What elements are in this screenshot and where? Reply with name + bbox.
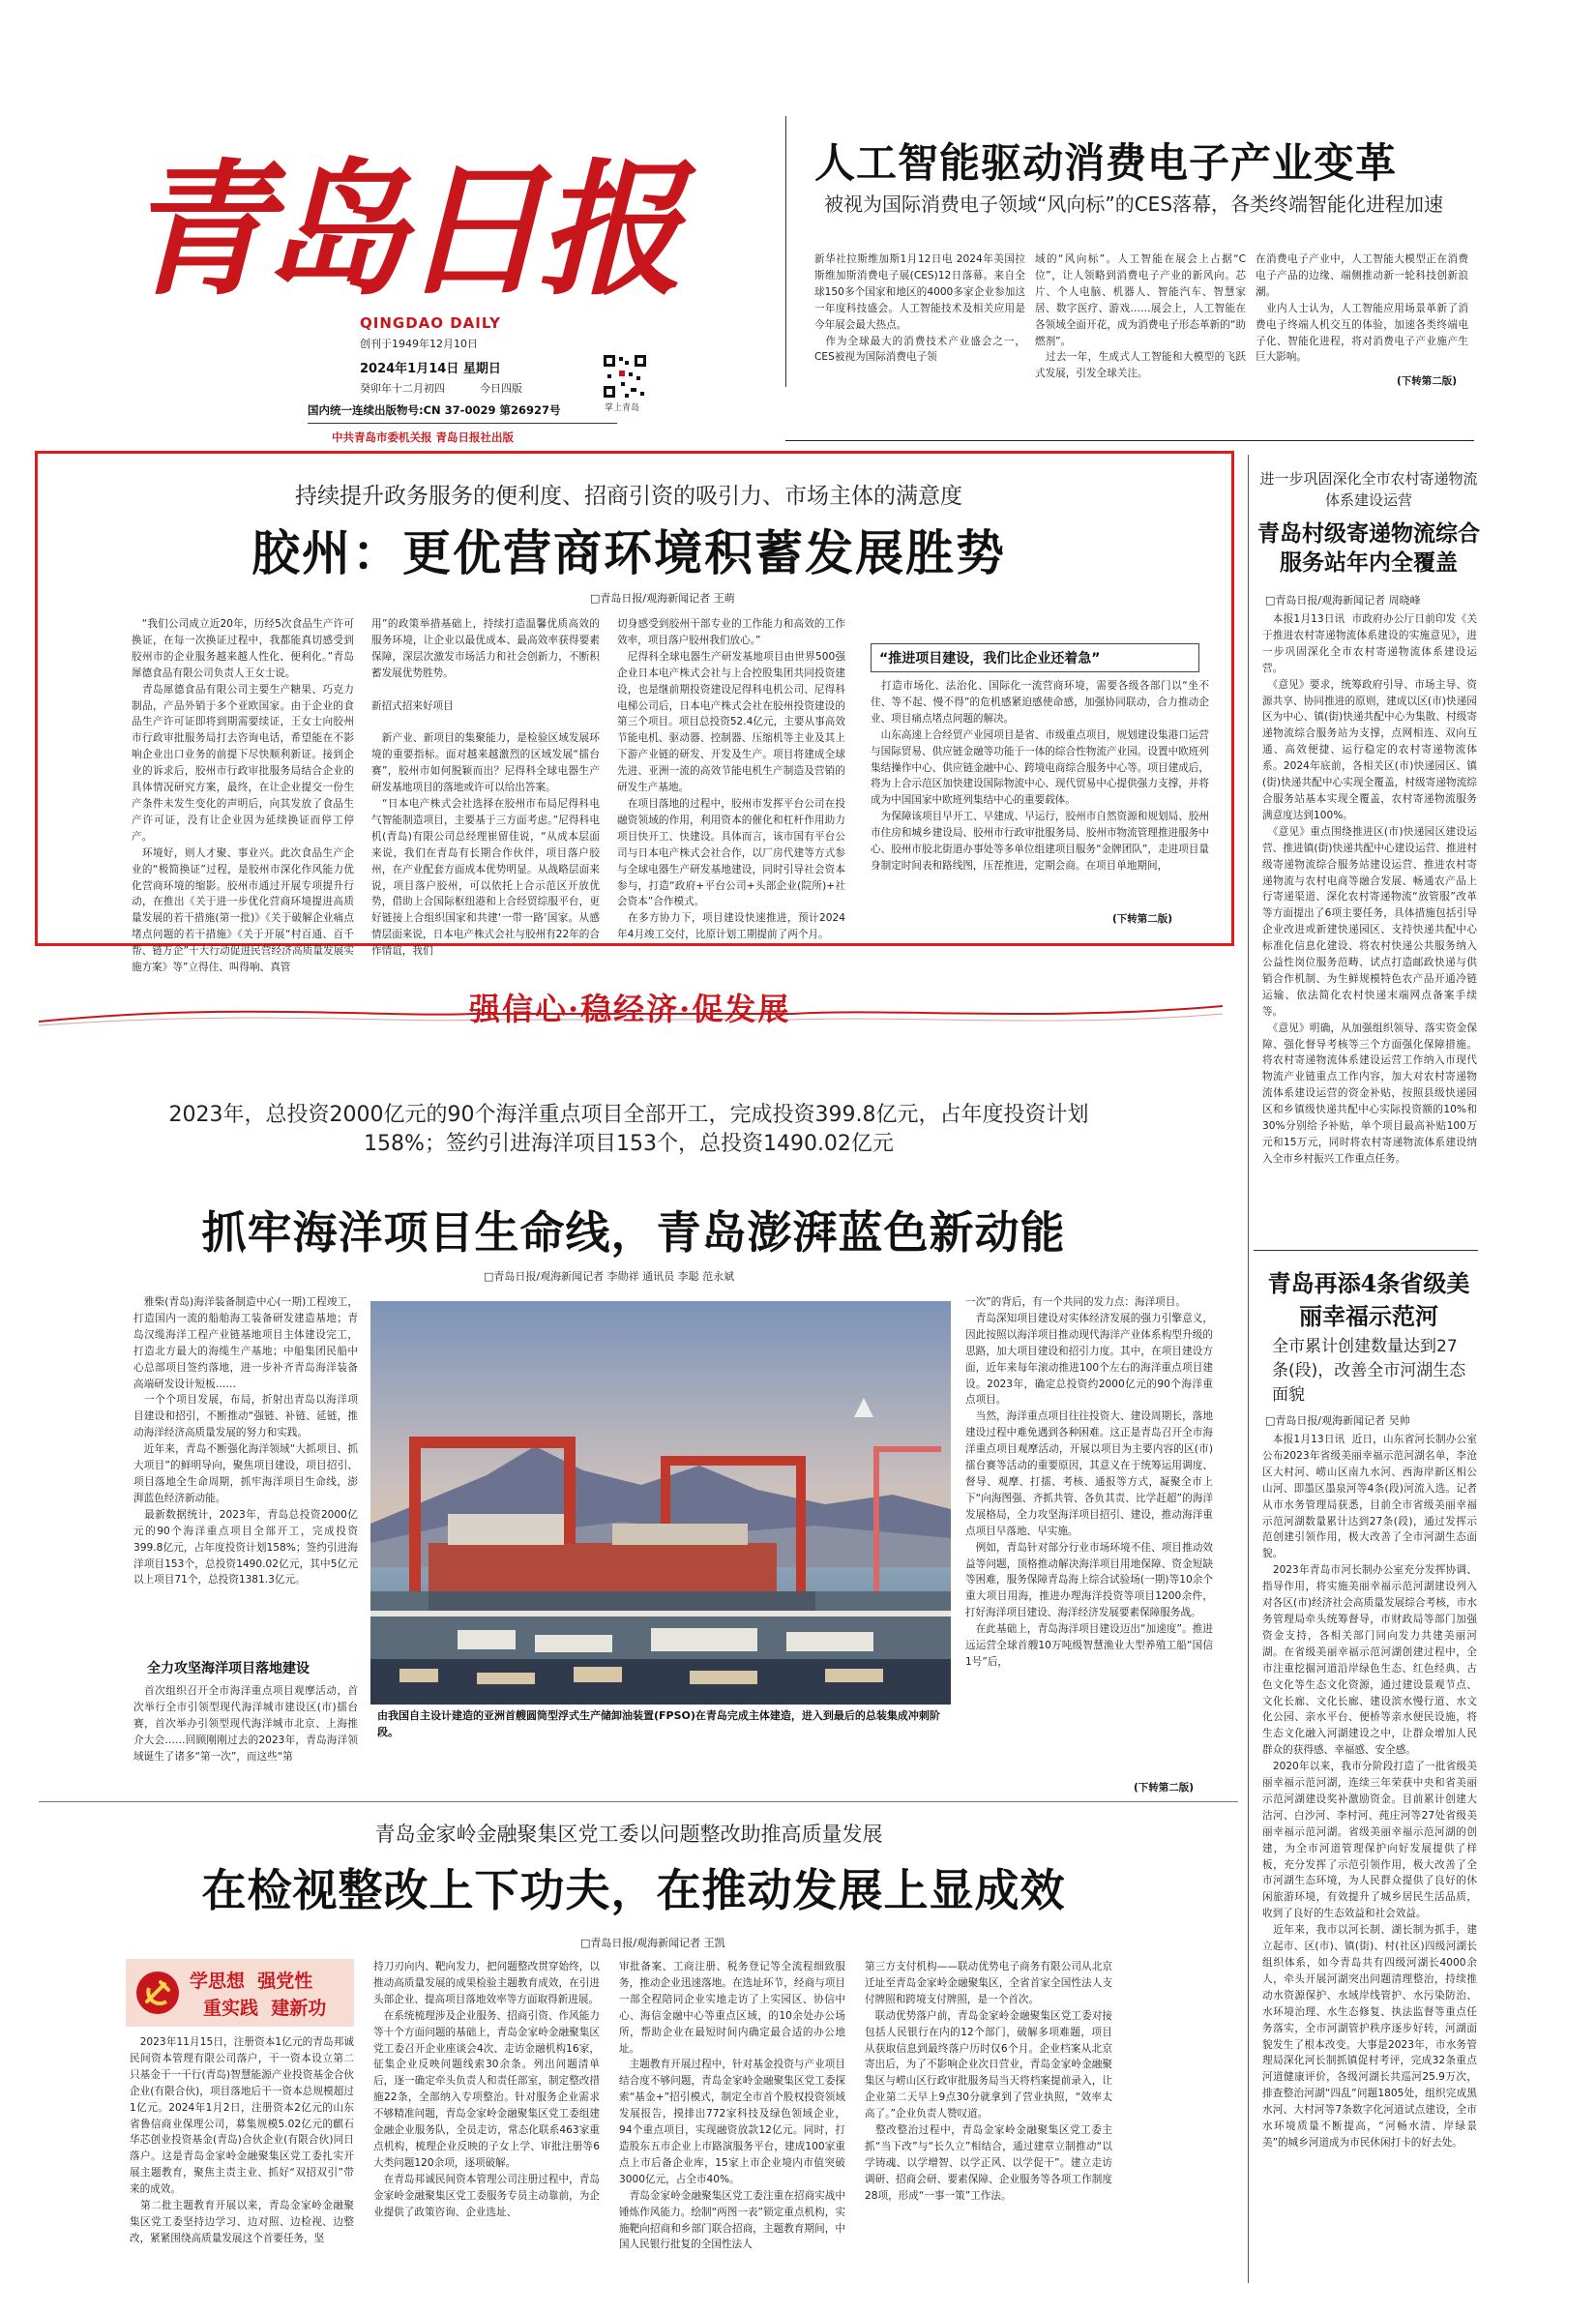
slogan-text	[469, 985, 790, 1029]
logo-english: QINGDAO DAILY	[360, 314, 501, 332]
page-count: 今日四版	[480, 382, 522, 395]
marine-col3: 一次”的背后，有一个共同的发力点：海洋项目。 青岛深知项目建设对实体经济发展的强力引擎意义，因此按照以海洋项目推动现代海洋产业体系构型升级的思路，加大项目建设和招引力度。其中，在项目建设方面，近年来每年滚动推进100个左右的海洋重点项目建设。2023年，确定总投资约2000亿元的90个海洋重点项目。 当然，海洋重点项目往往投资大、建设周期长，落地建设过程中难免遇到各种困难。这正是青岛召开全市海洋重点项目观摩活动，开展以项目为主要内容的区(市)擂台赛等活动的重要原因，其意义在于统筹运用调度、督导、观摩、打擂、考核、通报等方式，凝聚全市上下“向海图强、齐抓共管、各负其责、比学赶超”的海洋发展格局，全力攻坚海洋项目招引、建设，推动海洋重点项目早落地、早实施。 例如，青岛针对部分行业市场环境不佳、项目推动效益等问题，顶格推动解决海洋项目用地保障、资金短缺等困难，服务保障青岛海上综合试验场(一期)等10余个重大项目用海，推进办理海洋投资等项目1200余件，打好海洋项目建设、海洋经济发展要素保障服务战。 在此基础上，青岛海洋项目建设迈出“加速度”。推进远运营全球首艘10万吨级智慧渔业大型养殖工船“国信1号”后，	[965, 1296, 1213, 1668]
study-campaign-badge	[126, 1959, 354, 2027]
publisher-line: 中共青岛市委机关报 青岛日报社出版	[332, 430, 515, 444]
jiaozhou-col4: 打造市场化、法治化、国际化一流营商环境，需要各级各部门以“坐不住、等不起、慢不得”的危机感紧迫感使命感，加强协同联动，合力推动企业、项目痛点堵点问题的解决。 山东高速上合经贸产业园项目是省、市级重点项目，规划建设集港口运营与国际贸易、供应链金融等功能于一体的综合性物流产业园。设置中欧班列集结操作中心、供应链金融中心、跨境电商综合服务中心等。项目建成后，将为上合示范区加快建设国际物流中心、现代贸易中心提供强力支撑，并将成为中国国家中欧班列集结中心的重要载体。 为保障该项目早开工、早建成、早运行，胶州市自然资源和规划局、胶州市住房和城乡建设局、胶州市行政审批服务局、胶州市物流管理推进服务中心、胶州市胶北街道办事处等多单位组建项目服务“金牌团队”，走进项目量身制定时间表和路线图，压茬推进，定期会商。在项目单地期间，	[871, 680, 1209, 872]
rural-title: 青岛村级寄递物流综合服务站年内全覆盖	[1257, 520, 1480, 576]
jinjia-kicker: 青岛金家岭金融聚集区党工委以问题整改助推高质量发展	[374, 1823, 883, 1846]
jiaozhou-col2: 用”的政策举措基础上，持续打造温馨优质高效的服务环境，让企业以最优成本、最高效率获得要素保障，深层次激发市场活力和社会创新力，不断积蓄发展优势胜势。 新招式招来好项目 新产业、新项目的集聚能力，是检验区域发展环境的重要指标。面对越来越激烈的区域发展“擂台赛”，胶州市如何脱颖而出？尼得科全球电器生产研发基地项目的落地或许可以给出答案。 “日本电产株式会社选择在胶州市布局尼得科电气智能制造项目，主要基于三方面考虑。”尼得科电机(青岛)有限公司总经理崔留佳说，“从成本层面来说，我们在青岛有长期合作伙伴，项目落户胶州，在产业配套方面成本优势明显。从战略层面来说，项目落户胶州，可以依托上合示范区开放优势，借助上合国际枢纽港和上合经贸综服平台，更好链接上合组织国家和共建‘一带一路’国家。从感情层面来说，日本电产株式会社与胶州有22年的合作情谊，我们	[371, 618, 600, 958]
marine-kicker: 2023年，总投资2000亿元的90个海洋重点项目全部开工，完成投资399.8亿元，占年度投资计划158%；签约引进海洋项目153个，总投资1490.02亿元	[168, 1103, 1089, 1156]
publication-codes: 国内统一连续出版物号:CN 37-0029 第26927号	[308, 403, 561, 417]
top-story-col1: 新华社拉斯维加斯1月12日电 2024年美国拉斯维加斯消费电子展(CES)12日落幕。来自全球150多个国家和地区的4000多家企业参加这一年度科技盛会。人工智能技术及相关应用是今年展会最大热点。 作为全球最大的消费技术产业盛会之一，CES被视为国际消费电子领	[814, 253, 1025, 364]
slogan-banner	[39, 989, 1223, 1029]
marine-title: 抓牢海洋项目生命线，青岛澎湃蓝色新动能	[201, 1206, 1066, 1259]
slogan-part-3: 促发展	[692, 991, 791, 1027]
jinjia-col4: 第三方支付机构——联动优势电子商务有限公司从北京迁址至青岛金家岭金融聚集区，全省首家全国性法人支付牌照和跨境支付牌照，是一个首次。 联动优势落户前，青岛金家岭金融聚集区党工委对接包括人民银行在内的12个部门，破解多项难题，项目从获取信息到最终落户历时仅6个月。企业档案从北京寄出后，为了不影响企业次日营业，青岛金家岭金融聚集区与崂山区行政审批服务局当天将档案提前录入，让企业第二天早上9点30分就拿到了营业执照，“效率太高了。”企业负责人赞叹道。 整改整治过程中，青岛金家岭金融聚集区党工委主抓“当下改”与“长久立”相结合，通过建章立制推动“以学铸魂、以学增智、以学正风、以学促干”。建立走访调研、招商会研、要素保障、企业服务等各项工作制度28项，形成“一事一策”工作法。	[865, 1961, 1112, 2202]
badge-line-1: 学思想 强党性	[190, 1971, 313, 1992]
fpso-shipyard-photo	[370, 1301, 951, 1705]
jiaozhou-title: 胶州：更优营商环境积蓄发展胜势	[251, 524, 1006, 581]
rural-byline: □青岛日报/观海新闻记者 周晓峰	[1265, 594, 1421, 607]
qr-caption: 掌上青岛	[605, 403, 640, 413]
logo-text: 青岛日报	[126, 145, 676, 315]
top-story-jump: (下转第二版)	[1397, 375, 1458, 387]
jinjia-byline: □青岛日报/观海新闻记者 王凯	[580, 1937, 725, 1949]
marine-byline: □青岛日报/观海新闻记者 李勋祥 通讯员 李聪 范永斌	[484, 1270, 735, 1283]
marine-col1: 雅柴(青岛)海洋装备制造中心(一期)工程竣工，打造国内一流的船舶海工装备研发建造基地；青岛汉缆海洋工程产业链基地项目主体建设完工，打造北方最大的海缆生产基地；中船集团民船中心总部项目签约落地，进一步补齐青岛海洋装备高端研发设计短板…… 一个个项目发展，布局，折射出青岛以海洋项目建设和招引，不断推动“强链、补链、延链，推动海洋经济高质量发展的努力和实践。 近年来，青岛不断强化海洋领域“大抓项目、抓大项目”的鲜明导向，聚焦项目建设，项目招引、项目落地全生命周期，抓牢海洋项目生命线，澎湃蓝色经济新动能。 最新数据统计，2023年，青岛总投资2000亿元的90个海洋重点项目全部开工，完成投资399.8亿元，占年度投资计划158%；签约引进海洋项目153个，总投资1490.02亿元，其中5亿元以上项目71个，总投资1381.3亿元。	[133, 1296, 358, 1586]
slogan-part-1: 强信心	[469, 991, 569, 1027]
top-story	[785, 106, 1478, 395]
top-story-col3: 在消费电子产业中，人工智能大模型正在消费电子产品的边缘、端侧推动新一轮科技创新浪潮。 业内人士认为，人工智能应用场景革新了消费电子终端人机交互的体验，加速各类终端电子化、智能化进程，将对消费电子产业施产生巨大影响。	[1256, 253, 1468, 364]
lunar-date: 癸卯年十二月初四	[360, 382, 445, 395]
party-emblem-icon	[133, 1969, 182, 2017]
marine-subheading: 全力攻坚海洋项目落地建设	[147, 1661, 310, 1676]
slogan-dot-2: ·	[679, 991, 693, 1027]
badge-line-2: 重实践 建新功	[203, 1998, 327, 2019]
jinjia-col3: 审批备案、工商注册、税务登记等全流程细致服务，推动企业迅速落地。在选址环节，经商与项目一部全程陪同企业实地走访了上实园区、协信中心、海信金融中心等重点区域，的10余处办公场所，帮助企业在最短时间内确定最合适的办公地址。 主题教育开展过程中，针对基金投资与产业项目结合度不够问题，青岛金家岭金融聚集区党工委探索“基金+”招引模式，制定全市首个股权投资领域发展报告，摸排出772家科技及绿色领域企业，94个重点项目，实现融资放款12亿元。同时，打造股东五市企业上市路演服务平台，建成100家重点上市后备企业库，15家上市企业境内市值突破3000亿元，占全市40%。 青岛金家岭金融聚集区党工委注重在招商实战中锤炼作风能力。绘制“两图一表”锁定重点机构，实施靶向招商和乡部门联合招商，主题教育期间，中国人民银行批复的全国性法人	[619, 1961, 845, 2251]
marine-col1b: 首次组织召开全市海洋重点项目观摩活动，首次举行全市引领型现代海洋城市建设区(市)擂台赛，首次举办引领型现代海洋城市北京、上海推介大会……回顾刚刚过去的2023年，青岛海洋领域诞生了诸多“第一次”，而这些“第	[133, 1685, 358, 1763]
slogan-part-2: 稳经济	[580, 991, 680, 1027]
slogan-dot-1: ·	[568, 991, 581, 1027]
villages-title: 青岛再添4条省级美丽幸福示范河	[1267, 1269, 1470, 1330]
qingdao-daily-logo	[126, 135, 676, 315]
jinjia-col2: 持刀刃向内、靶向发力，把问题整改贯穿始终，以推动高质量发展的成果检验主题教育成效，在引进头部企业、提高项目落地效率等方面取得新进展。 在系统梳理涉及企业服务、招商引资、作风能力等十个方面问题的基础上，青岛金家岭金融聚集区党工委召开企业座谈会4次、走访金融机构16家，征集企业反映问题线索30余条。列出问题清单后，逐一确定牵头负责人和责任部室，制定整改措施22条，全部纳入专项整治。针对服务企业需求不够精准问题，青岛金家岭金融聚集区党工委组建金融企业服务队，全员走访，常态化联系463家重点机构，梳理企业反映的子女上学、审批注册等6大类问题120余项，逐项破解。 在青岛邦诚民间资本管理公司注册过程中，青岛金家岭金融聚集区党工委服务专员主动靠前，为企业提供了政策咨询、企业选址、	[373, 1961, 600, 2218]
rural-body: 本报1月13日讯 市政府办公厅日前印发《关于推进农村寄递物流体系建设的实施意见》，进一步巩固深化全市农村寄递物流体系建设运营。 《意见》要求，统筹政府引导、市场主导、资源共享、协同推进的原则，建成以区(市)快递园区为中心、镇(街)快递共配中心为集散、村级寄递物流综合服务站为支撑，点网相连、双向互通、高效便捷、运行稳定的农村寄递物流体系。2024年底前，各相关区(市)快递园区、镇(街)快递共配中心实现全覆盖，村级寄递物流综合服务站基本实现全覆盖，农村寄递物流服务满意度达到100%。 《意见》重点围绕推进区(市)快递园区建设运营、推进镇(街)快递共配中心建设运营、推进村级寄递物流综合服务站建设运营、推进农村寄递物流与农村电商等融合发展、畅通农产品上行寄递渠道、深化农村寄递物流“放管服”改革等方面提出了6项主要任务，具体措施包括引导企业改进或新建快递园区、支持快递共配中心标准化信息化建设、将农村快递公共服务纳入公益性岗位服务范畴、试点打造邮政快递与供销合作机制、为生鲜规模特色农产品开通冷链运输、依法简化农村快递末端网点备案手续等。 《意见》明确，从加强组织领导、落实资金保障、强化督导考核等三个方面强化保障措施。将农村寄递物流体系建设运营工作纳入市现代物流产业链重点工作内容，加大对农村寄递物流体系建设运营的资金补贴，按照县级快递园区和乡镇级快递共配中心实际投资额的10%和30%分别给予补贴，单个项目最高补贴100万元和15万元，同时将农村寄递物流体系建设纳入全市乡村振兴工作重点任务。	[1262, 613, 1477, 1165]
top-story-subtitle: 被视为国际消费电子领域“风向标”的CES落幕，各类终端智能化进程加速	[824, 193, 1444, 216]
jiaozhou-byline: □青岛日报/观海新闻记者 王萌	[590, 592, 735, 605]
marine-jump: (下转第二版)	[1134, 1782, 1195, 1794]
villages-subtitle: 全市累计创建数量达到27条(段)，改善全市河湖生态面貌	[1272, 1337, 1466, 1405]
villages-body: 本报1月13日讯 近日，山东省河长制办公室公布2023年省级美丽幸福示范河湖名单，李沧区大村河、崂山区南九水河、西海岸新区相公山河、即墨区墨泉河等4条(段)河流入选。记者从市水务管理局获悉，目前全市省级美丽幸福示范河湖数量累计达到27条(段)，通过发挥示范创建引领作用，极大改善了全市河湖生态面貌。 2023年青岛市河长制办公室充分发挥协调、指导作用，将实施美丽幸福示范河湖建设列入对各区(市)经济社会高质量发展综合考核，市水务管理局牵头统筹督导，市财政局等部门加强资金支持，各相关部门同向发力共建美丽河湖。在省级美丽幸福示范河湖创建过程中，全市注重挖掘河道沿岸绿色生态、红色经典、古色文化等生态文化资源，通过建设景观节点、文化长廊、文化长廊、建设滨水慢行道、水文化公园、亲水平台、便桥等亲水便民设施，将生态文化融入河湖建设之中，让群众增加人民群众的获得感、幸福感、安全感。 2020年以来，我市分阶段打造了一批省级美丽幸福示范河湖，连续三年荣获中央和省美丽示范河湖建设奖补激励资金。目前累计创建大沽河、白沙河、李村河、莼庄河等27处省级美丽幸福示范河湖。省级美丽幸福示范河湖的创建，为全市河道管理保护向好发展提供了样板，充分发挥了示范引领作用，极大改善了全市河湖生态环境，为人民群众提供了良好的休闲旅游环境，有效提升了城乡居民生活品质，收到了良好的生态效益和社会效益。 近年来，我市以河长制、湖长制为抓手，建立起市、区(市)、镇(街)、村(社区)四级河湖长组织体系，如今青岛共有四级河湖长4000余人，牵头开展河湖突出问题清理整治，持续推动水资源保护、水域岸线管护、水污染防治、水环境治理、水生态修复、执法监督等重点任务落实，全市河湖管护秩序逐步好转，河湖面貌发生了根本改变。大事是2023年，市水务管理局深化河长制抓镇促村考评，完成32条重点河道健康评价，各级河湖长共巡河25.9万次，排查整治河湖“四乱”问题1805处，组织完成黑水河、大村河等7条数字化河道试点建设，全市水环境质量不断提高，“河畅水清、岸绿景美”的城乡河道成为市民休闲打卡的好去处。	[1262, 1434, 1477, 2149]
rural-kicker: 进一步巩固深化全市农村寄递物流体系建设运营	[1259, 470, 1478, 509]
jiaozhou-col3: 切身感受到胶州干部专业的工作能力和高效的工作效率，项目落户胶州我们放心。” 尼得科全球电器生产研发基地项目由世界500强企业日本电产株式会社与上合控股集团共同投资建设，也是继前期投资建设尼得科电机公司、尼得科电梯公司后，日本电产株式会社在胶州投资建设的第三个项目。项目总投资52.4亿元，主要从事高效节能电机、驱动器、控制器、压缩机等主业及其上下游产业链的研发、开发及生产。项目将建成全球先进、亚洲一流的高效节能电机生产制造及营销的研发生产基地。 在项目落地的过程中，胶州市发挥平台公司在投融资领域的作用，利用资本的催化和杠杆作用助力项目快开工、快建设。具体而言，该市国有平台公司与日本电产株式会社合作，以厂房代建等方式参与全球电器生产研发基地建设，同时引导社会资本参与，打造“政府+平台公司+头部企业(院所)+社会资本”合作模式。 在多方协力下，项目建设快速推进，预计2024年4月竣工交付，比原计划工期提前了两个月。	[617, 618, 845, 941]
marine-photo-caption: 由我国自主设计建造的亚洲首艘圆筒型浮式生产储卸油装置(FPSO)在青岛完成主体建造，进入到最后的总装集成冲刺阶段。	[377, 1709, 940, 1738]
jiaozhou-jump: (下转第二版)	[1112, 913, 1173, 925]
issue-date: 2024年1月14日 星期日	[360, 362, 501, 376]
villages-byline: □青岛日报/观海新闻记者 吴帅	[1265, 1414, 1410, 1427]
top-story-title: 人工智能驱动消费电子产业变革	[814, 139, 1398, 187]
jinjia-title: 在检视整改上下功夫，在推动发展上显成效	[201, 1864, 1066, 1916]
qr-code-icon	[602, 353, 648, 400]
jiaozhou-col1: “我们公司成立近20年，历经5次食品生产许可换证，在每一次换证过程中，我都能真切感受到胶州市的企业服务越来越人性化、便利化。”青岛犀德食品有限公司负责人王女士说。 青岛犀德食品有限公司主要生产糖果、巧克力制品，产品外销于多个亚欧国家。由于企业的食品生产许可证即将到期需要续证，王女士向胶州市行政审批服务局打去咨询电话，希望能在不影响企业出口业务的前提下尽快顺利新证。接到企业的诉求后，胶州市行政审批服务局结合企业的具体情况研究方案，最终，在让企业提交一份生产条件未发生变化的声明后，向其发放了食品生产许可证，没有让企业因为延续换证而停工停产。 环境好，则人才聚、事业兴。此次食品生产企业的“极简换证”过程，是胶州市深化作风能力优化营商环境的缩影。胶州市通过开展专项提升行动，在推出《关于进一步优化营商环境提进高质量发展的若干措施(第一批)》《关于破解企业痛点堵点问题的若干措施》《关于开展“村百通、百千帮、链万企”十大行动促进民营经济高质量发展实施方案》等”立得住、叫得响、真管	[132, 618, 354, 974]
jiaozhou-kicker: 持续提升政务服务的便利度、招商引资的吸引力、市场主体的满意度	[295, 484, 962, 509]
top-story-col2: 域的“风向标”。人工智能在展会上占据“C位”，让人领略到消费电子产业的新风向。芯片、个人电脑、机器人、智能汽车、智慧家居、数字医疗、游戏……展会上，人工智能在各领域全面开花，成为消费电子形态革新的“助燃剂”。 过去一年，生成式人工智能和大模型的飞跃式发展，引发全球关注。	[1035, 253, 1246, 380]
jinjia-col1: 2023年11月15日，注册资本1亿元的青岛邦诚民间资本管理有限公司落户，干一资本设立第二只基金干一干行(青岛)智慧能源产业投资基金合伙企业(有限合伙)，项目落地后干一资本总规模超过1亿元。2024年1月2日，注册资本2亿元的山东省鲁信商业保理公司，募集规模5.02亿元的麒石华芯创业投资基金(青岛)合伙企业(有限合伙)同日落户。这是青岛金家岭金融聚集区党工委扎实开展主题教育，聚焦主责主业、抓好“双招双引”带来的成效。 第二批主题教育开展以来，青岛金家岭金融聚集区党工委坚持边学习、边对照、边检视、边整改，紧紧围绕高质量发展这个首要任务，坚	[130, 2036, 354, 2244]
jiaozhou-col4-heading: “推进项目建设，我们比企业还着急”	[871, 643, 1199, 672]
founded-date: 创刊于1949年12月10日	[360, 338, 478, 350]
